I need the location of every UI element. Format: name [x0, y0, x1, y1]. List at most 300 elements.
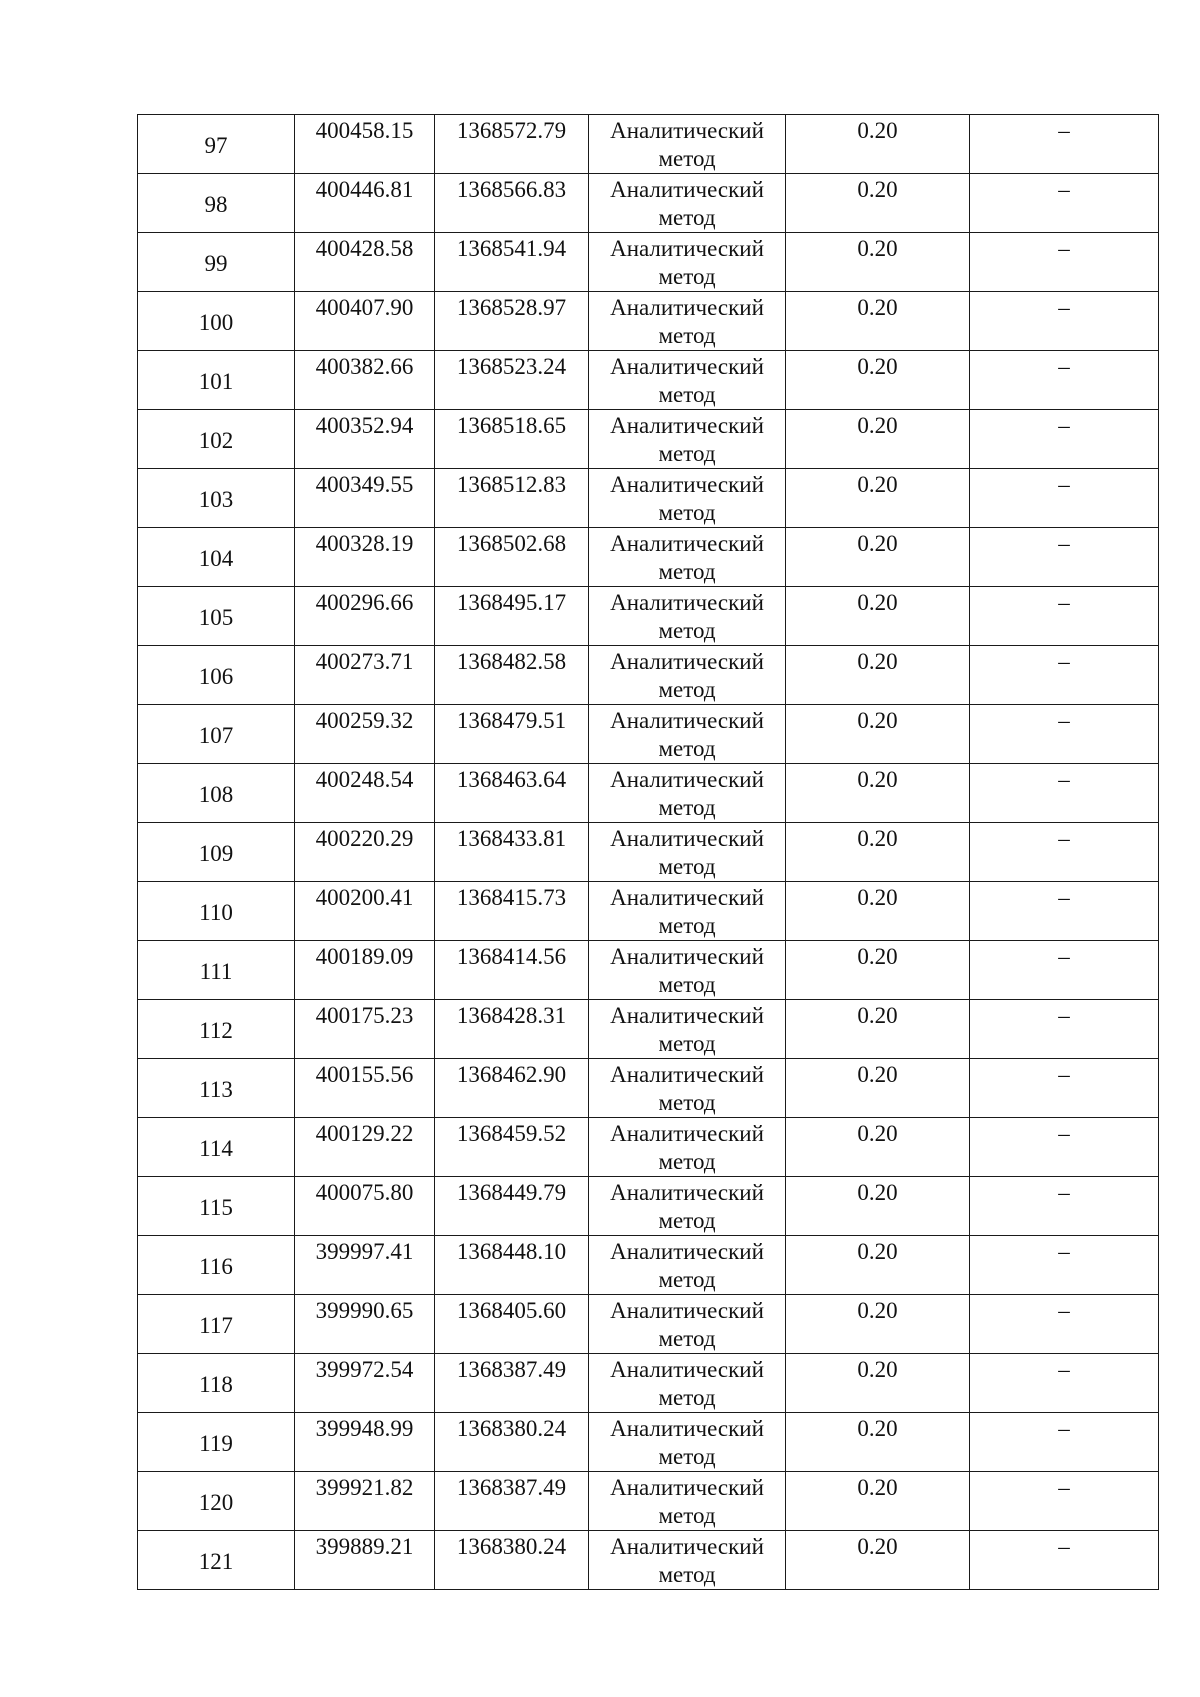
accuracy-cell-text: 0.20 — [857, 1534, 898, 1559]
x-coordinate-cell-text: 400248.54 — [315, 767, 414, 792]
accuracy-cell-text: 0.20 — [857, 1239, 898, 1264]
table-row — [138, 1118, 1159, 1177]
table-row — [138, 1413, 1159, 1472]
point-number-cell — [138, 1413, 295, 1472]
accuracy-cell — [786, 528, 970, 587]
point-number-cell-text: 115 — [199, 1195, 233, 1220]
y-coordinate-cell — [435, 941, 589, 1000]
note-cell-text: – — [1058, 177, 1070, 202]
x-coordinate-cell-text: 400200.41 — [315, 885, 414, 910]
note-cell-text: – — [1058, 1357, 1070, 1382]
x-coordinate-cell — [295, 528, 435, 587]
point-number-cell — [138, 1531, 295, 1590]
table-row — [138, 882, 1159, 941]
y-coordinate-cell-text: 1368449.79 — [456, 1180, 567, 1205]
note-cell-text: – — [1058, 413, 1070, 438]
table-row — [138, 1354, 1159, 1413]
x-coordinate-cell — [295, 705, 435, 764]
x-coordinate-cell-text: 400273.71 — [315, 649, 414, 674]
accuracy-cell-text: 0.20 — [857, 413, 898, 438]
table-row — [138, 1236, 1159, 1295]
point-number-cell-text: 116 — [199, 1254, 233, 1279]
point-number-cell — [138, 1236, 295, 1295]
x-coordinate-cell — [295, 1000, 435, 1059]
accuracy-cell-text: 0.20 — [857, 1416, 898, 1441]
accuracy-cell — [786, 823, 970, 882]
x-coordinate-cell-text: 400349.55 — [315, 472, 414, 497]
accuracy-cell-text: 0.20 — [857, 295, 898, 320]
note-cell-text: – — [1058, 472, 1070, 497]
note-cell — [970, 646, 1159, 705]
point-number-cell — [138, 528, 295, 587]
x-coordinate-cell-text: 400382.66 — [315, 354, 414, 379]
accuracy-cell — [786, 1177, 970, 1236]
point-number-cell — [138, 1059, 295, 1118]
note-cell — [970, 1531, 1159, 1590]
point-number-cell — [138, 233, 295, 292]
note-cell-text: – — [1058, 295, 1070, 320]
y-coordinate-cell — [435, 587, 589, 646]
method-cell-text: Аналитический метод — [610, 590, 764, 643]
point-number-cell — [138, 764, 295, 823]
note-cell — [970, 528, 1159, 587]
coordinates-table — [137, 114, 1159, 1590]
x-coordinate-cell — [295, 587, 435, 646]
note-cell — [970, 115, 1159, 174]
x-coordinate-cell — [295, 1295, 435, 1354]
y-coordinate-cell-text: 1368448.10 — [456, 1239, 567, 1264]
x-coordinate-cell-text: 400352.94 — [315, 413, 414, 438]
point-number-cell-text: 100 — [198, 310, 234, 335]
point-number-cell — [138, 1118, 295, 1177]
method-cell-text: Аналитический метод — [610, 1003, 764, 1056]
table-row — [138, 587, 1159, 646]
note-cell — [970, 1236, 1159, 1295]
method-cell — [589, 823, 786, 882]
point-number-cell-text: 117 — [199, 1313, 233, 1338]
note-cell-text: – — [1058, 1239, 1070, 1264]
x-coordinate-cell-text: 400428.58 — [315, 236, 414, 261]
note-cell — [970, 1000, 1159, 1059]
method-cell-text: Аналитический метод — [610, 708, 764, 761]
method-cell — [589, 764, 786, 823]
y-coordinate-cell-text: 1368566.83 — [456, 177, 567, 202]
method-cell-text: Аналитический метод — [610, 413, 764, 466]
x-coordinate-cell — [295, 410, 435, 469]
x-coordinate-cell — [295, 115, 435, 174]
note-cell-text: – — [1058, 649, 1070, 674]
method-cell — [589, 292, 786, 351]
point-number-cell-text: 114 — [199, 1136, 233, 1161]
point-number-cell — [138, 292, 295, 351]
method-cell-text: Аналитический метод — [610, 177, 764, 230]
accuracy-cell-text: 0.20 — [857, 236, 898, 261]
note-cell-text: – — [1058, 590, 1070, 615]
point-number-cell-text: 120 — [198, 1490, 234, 1515]
x-coordinate-cell — [295, 1236, 435, 1295]
x-coordinate-cell-text: 400259.32 — [315, 708, 414, 733]
x-coordinate-cell — [295, 351, 435, 410]
y-coordinate-cell — [435, 233, 589, 292]
method-cell — [589, 233, 786, 292]
table-row — [138, 469, 1159, 528]
accuracy-cell — [786, 1000, 970, 1059]
method-cell — [589, 1000, 786, 1059]
method-cell-text: Аналитический метод — [610, 1180, 764, 1233]
method-cell-text: Аналитический метод — [610, 1534, 764, 1587]
note-cell-text: – — [1058, 1534, 1070, 1559]
method-cell-text: Аналитический метод — [610, 236, 764, 289]
note-cell-text: – — [1058, 531, 1070, 556]
x-coordinate-cell-text: 400155.56 — [315, 1062, 414, 1087]
point-number-cell-text: 119 — [199, 1431, 233, 1456]
x-coordinate-cell-text: 400296.66 — [315, 590, 414, 615]
y-coordinate-cell — [435, 1059, 589, 1118]
method-cell — [589, 705, 786, 764]
note-cell — [970, 351, 1159, 410]
x-coordinate-cell-text: 399921.82 — [315, 1475, 414, 1500]
y-coordinate-cell-text: 1368482.58 — [456, 649, 567, 674]
method-cell — [589, 174, 786, 233]
x-coordinate-cell — [295, 764, 435, 823]
x-coordinate-cell-text: 400328.19 — [315, 531, 414, 556]
accuracy-cell — [786, 174, 970, 233]
method-cell-text: Аналитический метод — [610, 1357, 764, 1410]
table-row — [138, 292, 1159, 351]
method-cell-text: Аналитический метод — [610, 1298, 764, 1351]
note-cell-text: – — [1058, 1121, 1070, 1146]
method-cell-text: Аналитический метод — [610, 1239, 764, 1292]
x-coordinate-cell — [295, 882, 435, 941]
point-number-cell — [138, 174, 295, 233]
point-number-cell-text: 106 — [198, 664, 234, 689]
table-row — [138, 1531, 1159, 1590]
note-cell — [970, 1295, 1159, 1354]
x-coordinate-cell — [295, 292, 435, 351]
table-row — [138, 1295, 1159, 1354]
y-coordinate-cell-text: 1368541.94 — [456, 236, 567, 261]
note-cell — [970, 823, 1159, 882]
point-number-cell — [138, 705, 295, 764]
point-number-cell — [138, 410, 295, 469]
accuracy-cell-text: 0.20 — [857, 1357, 898, 1382]
accuracy-cell-text: 0.20 — [857, 118, 898, 143]
y-coordinate-cell-text: 1368428.31 — [456, 1003, 567, 1028]
accuracy-cell — [786, 410, 970, 469]
x-coordinate-cell-text: 399990.65 — [315, 1298, 414, 1323]
y-coordinate-cell — [435, 1531, 589, 1590]
note-cell-text: – — [1058, 236, 1070, 261]
accuracy-cell-text: 0.20 — [857, 649, 898, 674]
method-cell — [589, 941, 786, 1000]
accuracy-cell-text: 0.20 — [857, 767, 898, 792]
method-cell-text: Аналитический метод — [610, 826, 764, 879]
x-coordinate-cell — [295, 1118, 435, 1177]
note-cell-text: – — [1058, 885, 1070, 910]
y-coordinate-cell — [435, 882, 589, 941]
x-coordinate-cell — [295, 1177, 435, 1236]
note-cell-text: – — [1058, 1298, 1070, 1323]
point-number-cell-text: 108 — [198, 782, 234, 807]
note-cell — [970, 941, 1159, 1000]
note-cell — [970, 1118, 1159, 1177]
method-cell — [589, 528, 786, 587]
point-number-cell — [138, 1177, 295, 1236]
accuracy-cell — [786, 1295, 970, 1354]
point-number-cell-text: 111 — [199, 959, 233, 984]
accuracy-cell — [786, 1059, 970, 1118]
method-cell-text: Аналитический метод — [610, 1121, 764, 1174]
point-number-cell-text: 99 — [204, 251, 228, 276]
accuracy-cell-text: 0.20 — [857, 1062, 898, 1087]
x-coordinate-cell — [295, 1354, 435, 1413]
note-cell — [970, 587, 1159, 646]
accuracy-cell-text: 0.20 — [857, 177, 898, 202]
note-cell-text: – — [1058, 1475, 1070, 1500]
method-cell-text: Аналитический метод — [610, 531, 764, 584]
y-coordinate-cell — [435, 115, 589, 174]
table-row — [138, 1177, 1159, 1236]
point-number-cell-text: 105 — [198, 605, 234, 630]
point-number-cell — [138, 823, 295, 882]
accuracy-cell — [786, 292, 970, 351]
method-cell-text: Аналитический метод — [610, 649, 764, 702]
point-number-cell — [138, 115, 295, 174]
point-number-cell-text: 109 — [198, 841, 234, 866]
point-number-cell-text: 110 — [199, 900, 233, 925]
method-cell — [589, 1531, 786, 1590]
table-row — [138, 410, 1159, 469]
method-cell — [589, 882, 786, 941]
x-coordinate-cell-text: 399889.21 — [315, 1534, 414, 1559]
method-cell-text: Аналитический метод — [610, 1416, 764, 1469]
point-number-cell — [138, 1000, 295, 1059]
method-cell — [589, 1472, 786, 1531]
y-coordinate-cell — [435, 1354, 589, 1413]
accuracy-cell — [786, 1118, 970, 1177]
accuracy-cell-text: 0.20 — [857, 1180, 898, 1205]
accuracy-cell-text: 0.20 — [857, 1475, 898, 1500]
accuracy-cell — [786, 115, 970, 174]
y-coordinate-cell-text: 1368495.17 — [456, 590, 567, 615]
x-coordinate-cell-text: 399972.54 — [315, 1357, 414, 1382]
method-cell — [589, 646, 786, 705]
accuracy-cell — [786, 941, 970, 1000]
y-coordinate-cell — [435, 1236, 589, 1295]
x-coordinate-cell-text: 400407.90 — [315, 295, 414, 320]
table-row — [138, 646, 1159, 705]
y-coordinate-cell — [435, 1295, 589, 1354]
y-coordinate-cell-text: 1368387.49 — [456, 1475, 567, 1500]
accuracy-cell-text: 0.20 — [857, 354, 898, 379]
accuracy-cell-text: 0.20 — [857, 1121, 898, 1146]
accuracy-cell-text: 0.20 — [857, 885, 898, 910]
note-cell — [970, 1413, 1159, 1472]
note-cell-text: – — [1058, 708, 1070, 733]
y-coordinate-cell — [435, 1000, 589, 1059]
y-coordinate-cell — [435, 174, 589, 233]
note-cell-text: – — [1058, 1180, 1070, 1205]
table-row — [138, 764, 1159, 823]
table-row — [138, 233, 1159, 292]
coordinates-table-body — [138, 115, 1159, 1590]
note-cell — [970, 469, 1159, 528]
y-coordinate-cell-text: 1368512.83 — [456, 472, 567, 497]
point-number-cell-text: 104 — [198, 546, 234, 571]
point-number-cell-text: 107 — [198, 723, 234, 748]
accuracy-cell — [786, 1472, 970, 1531]
method-cell-text: Аналитический метод — [610, 295, 764, 348]
y-coordinate-cell — [435, 764, 589, 823]
note-cell — [970, 705, 1159, 764]
x-coordinate-cell-text: 400458.15 — [315, 118, 414, 143]
accuracy-cell — [786, 587, 970, 646]
table-row — [138, 174, 1159, 233]
note-cell-text: – — [1058, 944, 1070, 969]
point-number-cell — [138, 1472, 295, 1531]
x-coordinate-cell — [295, 1531, 435, 1590]
point-number-cell — [138, 1295, 295, 1354]
accuracy-cell-text: 0.20 — [857, 531, 898, 556]
y-coordinate-cell — [435, 528, 589, 587]
y-coordinate-cell — [435, 1177, 589, 1236]
method-cell-text: Аналитический метод — [610, 1062, 764, 1115]
x-coordinate-cell-text: 399997.41 — [315, 1239, 414, 1264]
note-cell — [970, 233, 1159, 292]
note-cell — [970, 1177, 1159, 1236]
method-cell — [589, 587, 786, 646]
table-row — [138, 941, 1159, 1000]
point-number-cell-text: 121 — [198, 1549, 234, 1574]
note-cell-text: – — [1058, 1062, 1070, 1087]
note-cell — [970, 1472, 1159, 1531]
table-row — [138, 705, 1159, 764]
accuracy-cell — [786, 1236, 970, 1295]
y-coordinate-cell — [435, 292, 589, 351]
note-cell — [970, 764, 1159, 823]
y-coordinate-cell-text: 1368380.24 — [456, 1534, 567, 1559]
method-cell — [589, 469, 786, 528]
method-cell-text: Аналитический метод — [610, 944, 764, 997]
x-coordinate-cell-text: 399948.99 — [315, 1416, 414, 1441]
method-cell-text: Аналитический метод — [610, 472, 764, 525]
accuracy-cell — [786, 1413, 970, 1472]
y-coordinate-cell-text: 1368415.73 — [456, 885, 567, 910]
accuracy-cell — [786, 705, 970, 764]
method-cell — [589, 1413, 786, 1472]
x-coordinate-cell — [295, 1472, 435, 1531]
table-row — [138, 1472, 1159, 1531]
x-coordinate-cell-text: 400129.22 — [315, 1121, 414, 1146]
y-coordinate-cell — [435, 1472, 589, 1531]
note-cell-text: – — [1058, 1416, 1070, 1441]
y-coordinate-cell — [435, 1118, 589, 1177]
y-coordinate-cell-text: 1368479.51 — [456, 708, 567, 733]
x-coordinate-cell — [295, 823, 435, 882]
point-number-cell-text: 102 — [198, 428, 234, 453]
note-cell — [970, 292, 1159, 351]
x-coordinate-cell-text: 400220.29 — [315, 826, 414, 851]
x-coordinate-cell — [295, 1413, 435, 1472]
x-coordinate-cell-text: 400189.09 — [315, 944, 414, 969]
method-cell — [589, 1295, 786, 1354]
y-coordinate-cell — [435, 1413, 589, 1472]
accuracy-cell — [786, 882, 970, 941]
y-coordinate-cell-text: 1368463.64 — [456, 767, 567, 792]
y-coordinate-cell — [435, 410, 589, 469]
y-coordinate-cell-text: 1368405.60 — [456, 1298, 567, 1323]
method-cell — [589, 1236, 786, 1295]
point-number-cell — [138, 469, 295, 528]
x-coordinate-cell — [295, 233, 435, 292]
x-coordinate-cell — [295, 1059, 435, 1118]
y-coordinate-cell — [435, 646, 589, 705]
y-coordinate-cell-text: 1368387.49 — [456, 1357, 567, 1382]
point-number-cell-text: 118 — [199, 1372, 233, 1397]
method-cell — [589, 1354, 786, 1413]
note-cell-text: – — [1058, 354, 1070, 379]
note-cell — [970, 1059, 1159, 1118]
accuracy-cell-text: 0.20 — [857, 1298, 898, 1323]
accuracy-cell — [786, 233, 970, 292]
accuracy-cell-text: 0.20 — [857, 708, 898, 733]
x-coordinate-cell — [295, 941, 435, 1000]
note-cell-text: – — [1058, 767, 1070, 792]
method-cell — [589, 1118, 786, 1177]
method-cell-text: Аналитический метод — [610, 767, 764, 820]
accuracy-cell-text: 0.20 — [857, 826, 898, 851]
table-row — [138, 823, 1159, 882]
point-number-cell — [138, 587, 295, 646]
method-cell-text: Аналитический метод — [610, 1475, 764, 1528]
note-cell — [970, 1354, 1159, 1413]
y-coordinate-cell-text: 1368414.56 — [456, 944, 567, 969]
method-cell — [589, 410, 786, 469]
method-cell — [589, 351, 786, 410]
point-number-cell-text: 101 — [198, 369, 234, 394]
note-cell — [970, 174, 1159, 233]
table-row — [138, 115, 1159, 174]
y-coordinate-cell — [435, 823, 589, 882]
accuracy-cell-text: 0.20 — [857, 472, 898, 497]
point-number-cell — [138, 646, 295, 705]
accuracy-cell-text: 0.20 — [857, 590, 898, 615]
x-coordinate-cell — [295, 646, 435, 705]
point-number-cell-text: 98 — [204, 192, 228, 217]
x-coordinate-cell-text: 400446.81 — [315, 177, 414, 202]
note-cell — [970, 410, 1159, 469]
note-cell-text: – — [1058, 118, 1070, 143]
y-coordinate-cell — [435, 351, 589, 410]
y-coordinate-cell — [435, 469, 589, 528]
method-cell-text: Аналитический метод — [610, 885, 764, 938]
y-coordinate-cell-text: 1368459.52 — [456, 1121, 567, 1146]
method-cell — [589, 1059, 786, 1118]
note-cell — [970, 882, 1159, 941]
table-row — [138, 1000, 1159, 1059]
y-coordinate-cell — [435, 705, 589, 764]
note-cell-text: – — [1058, 826, 1070, 851]
accuracy-cell — [786, 764, 970, 823]
accuracy-cell — [786, 1531, 970, 1590]
y-coordinate-cell-text: 1368572.79 — [456, 118, 567, 143]
y-coordinate-cell-text: 1368518.65 — [456, 413, 567, 438]
x-coordinate-cell-text: 400075.80 — [315, 1180, 414, 1205]
point-number-cell — [138, 351, 295, 410]
y-coordinate-cell-text: 1368462.90 — [456, 1062, 567, 1087]
accuracy-cell-text: 0.20 — [857, 1003, 898, 1028]
method-cell-text: Аналитический метод — [610, 118, 764, 171]
